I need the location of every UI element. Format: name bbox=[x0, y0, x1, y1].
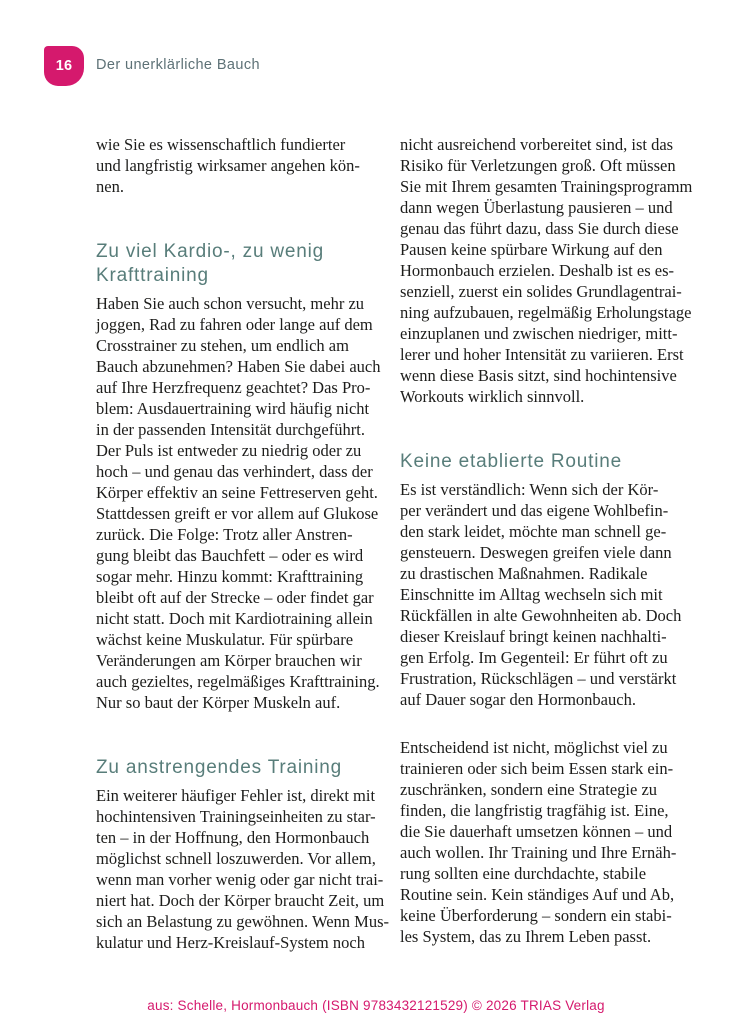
text-line: Workouts wirklich sinnvoll. bbox=[400, 387, 585, 406]
text-line: zurück. Die Folge: Trotz aller Anstren- bbox=[96, 525, 353, 544]
text-line: zu drastischen Maßnahmen. Radikale bbox=[400, 564, 648, 583]
text-line: und langfristig wirksamer angehen kön- bbox=[96, 156, 360, 175]
text-line: Es ist verständlich: Wenn sich der Kör- bbox=[400, 480, 659, 499]
text-line: genau das führt dazu, dass Sie durch diese bbox=[400, 219, 679, 238]
text-line: Der Puls ist entweder zu niedrig oder zu bbox=[96, 441, 362, 460]
text-line: sich an Belastung zu gewöhnen. Wenn Mus- bbox=[96, 912, 390, 931]
text-line: rung sollten eine durchdachte, stabile bbox=[400, 864, 647, 883]
text-line: einzuplanen und zwischen niedriger, mitt- bbox=[400, 324, 678, 343]
text-line: nicht statt. Doch mit Kardiotraining allein bbox=[96, 609, 373, 628]
text-line: Crosstrainer zu stehen, um endlich am bbox=[96, 336, 349, 355]
chapter-title: Der unerklärliche Bauch bbox=[96, 57, 260, 73]
paragraph bbox=[96, 785, 390, 953]
text-line: auch wollen. Ihr Training und Ihre Ernäh- bbox=[400, 843, 677, 862]
text-line: wenn man vorher wenig oder gar nicht trai- bbox=[96, 870, 384, 889]
left-column bbox=[96, 134, 390, 953]
text-line: bleibt oft auf der Strecke – oder findet gar bbox=[96, 588, 374, 607]
text-line: Routine sein. Kein ständiges Auf und Ab, bbox=[400, 885, 675, 904]
text-line: Nur so baut der Körper Muskeln auf. bbox=[96, 693, 341, 712]
text-line: Sie mit Ihrem gesamten Trainingsprogramm bbox=[400, 177, 693, 196]
text-line: den stark leidet, möchte man schnell ge- bbox=[400, 522, 667, 541]
text-line: Entscheidend ist nicht, möglichst viel zu bbox=[400, 738, 668, 757]
text-line: Risiko für Verletzungen groß. Oft müssen bbox=[400, 156, 676, 175]
text-line: wenn diese Basis sitzt, sind hochintensive bbox=[400, 366, 677, 385]
text-line: Stattdessen greift er vor allem auf Glukose bbox=[96, 504, 379, 523]
text-line: nen. bbox=[96, 177, 124, 196]
paragraph bbox=[400, 737, 689, 947]
paragraph bbox=[96, 293, 385, 713]
text-line: Rückfällen in alte Gewohnheiten ab. Doch bbox=[400, 606, 682, 625]
text-line: Frustration, Rückschlägen – und verstärkt bbox=[400, 669, 677, 688]
heading-line: Zu anstrengendes Training bbox=[96, 757, 343, 778]
source-credit: aus: Schelle, Hormonbauch (ISBN 9783432121529) © 2026 TRIAS Verlag bbox=[147, 998, 605, 1013]
text-line: Bauch abzunehmen? Haben Sie dabei auch bbox=[96, 357, 381, 376]
text-line: Körper effektiv an seine Fettreserven geht. bbox=[96, 483, 378, 502]
text-line: senziell, zuerst ein solides Grundlagentrai- bbox=[400, 282, 682, 301]
section-heading bbox=[96, 756, 385, 780]
text-line: Veränderungen am Körper brauchen wir bbox=[96, 651, 362, 670]
text-line: gen Erfolg. Im Gegenteil: Er führt oft zu bbox=[400, 648, 668, 667]
paragraph bbox=[400, 134, 693, 407]
heading-line: Keine etablierte Routine bbox=[400, 451, 623, 472]
text-line: möglichst schnell loszuwerden. Vor allem, bbox=[96, 849, 376, 868]
text-line: ten – in der Hoffnung, den Hormonbauch bbox=[96, 828, 370, 847]
text-line: gung bleibt das Bauchfett – oder es wird bbox=[96, 546, 364, 565]
text-line: in der passenden Intensität durchgeführt. bbox=[96, 420, 365, 439]
text-line: blem: Ausdauertraining wird häufig nicht bbox=[96, 399, 370, 418]
text-line: Hormonbauch erzielen. Deshalb ist es es- bbox=[400, 261, 674, 280]
text-line: niert hat. Doch der Körper braucht Zeit, um bbox=[96, 891, 385, 910]
text-line: die Sie dauerhaft umsetzen können – und bbox=[400, 822, 673, 841]
text-line: per verändert und das eigene Wohlbefin- bbox=[400, 501, 669, 520]
page-number: 16 bbox=[55, 58, 73, 74]
text-line: Ein weiterer häufiger Fehler ist, direkt mit bbox=[96, 786, 376, 805]
text-line: Haben Sie auch schon versucht, mehr zu bbox=[96, 294, 365, 313]
text-line: kulatur und Herz-Kreislauf-System noch bbox=[96, 933, 365, 952]
text-line: dieser Kreislauf bringt keinen nachhalti- bbox=[400, 627, 667, 646]
section-heading bbox=[96, 240, 385, 288]
text-line: les System, das zu Ihrem Leben passt. bbox=[400, 927, 652, 946]
text-line: lerer und hoher Intensität zu variieren. Erst bbox=[400, 345, 684, 364]
text-line: gensteuern. Deswegen greifen viele dann bbox=[400, 543, 672, 562]
text-line: auch gezieltes, regelmäßiges Krafttraining. bbox=[96, 672, 380, 691]
heading-line: Krafttraining bbox=[96, 265, 209, 286]
right-column bbox=[400, 134, 693, 953]
text-line: zuschränken, sondern eine Strategie zu bbox=[400, 780, 658, 799]
text-line: hochintensiven Trainingseinheiten zu star- bbox=[96, 807, 376, 826]
text-line: auf Ihre Herzfrequenz geachtet? Das Pro- bbox=[96, 378, 371, 397]
page-number-badge bbox=[44, 46, 84, 86]
text-line: hoch – und genau das verhindert, dass der bbox=[96, 462, 373, 481]
text-columns bbox=[96, 134, 693, 953]
text-line: finden, die langfristig tragfähig ist. Eine, bbox=[400, 801, 669, 820]
text-line: ning aufzubauen, regelmäßig Erholungstage bbox=[400, 303, 692, 322]
text-line: dann wegen Überlastung pausieren – und bbox=[400, 198, 673, 217]
text-line: joggen, Rad zu fahren oder lange auf dem bbox=[96, 315, 373, 334]
text-line: Pausen keine spürbare Wirkung auf den bbox=[400, 240, 663, 259]
text-line: sogar mehr. Hinzu kommt: Krafttraining bbox=[96, 567, 364, 586]
text-line: trainieren oder sich beim Essen stark ein- bbox=[400, 759, 674, 778]
paragraph bbox=[400, 479, 689, 710]
text-line: Einschnitte im Alltag wechseln sich mit bbox=[400, 585, 663, 604]
text-line: auf Dauer sogar den Hormonbauch. bbox=[400, 690, 636, 709]
text-line: keine Überforderung – sondern ein stabi- bbox=[400, 906, 672, 925]
paragraph bbox=[96, 134, 385, 197]
text-line: wie Sie es wissenschaftlich fundierter bbox=[96, 135, 346, 154]
section-heading bbox=[400, 450, 689, 474]
text-line: wächst keine Muskulatur. Für spürbare bbox=[96, 630, 354, 649]
heading-line: Zu viel Kardio-, zu wenig bbox=[96, 241, 325, 262]
text-line: nicht ausreichend vorbereitet sind, ist das bbox=[400, 135, 674, 154]
